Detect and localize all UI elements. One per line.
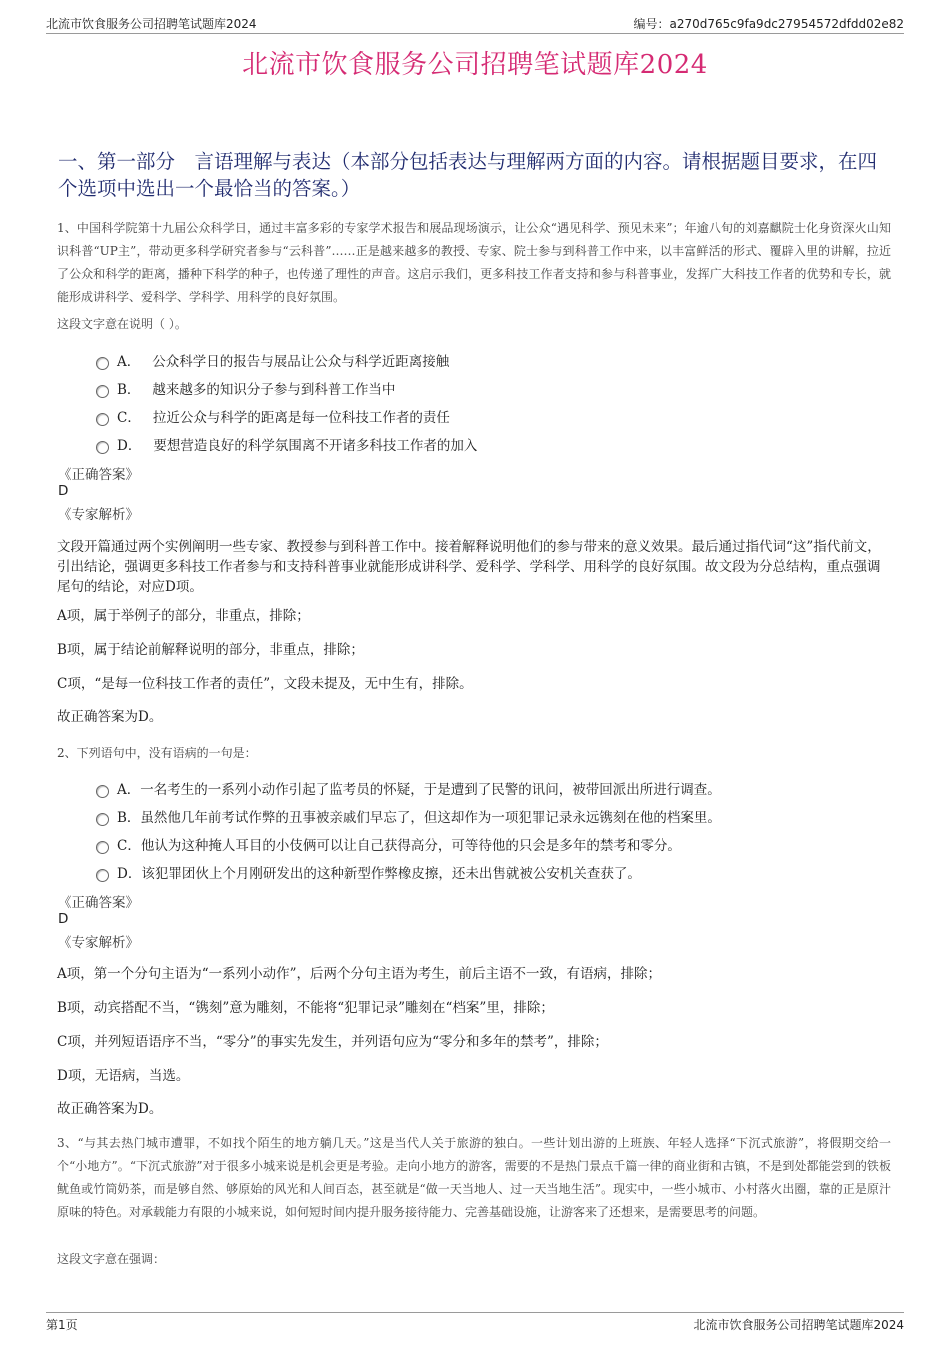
option-key: D．	[117, 866, 142, 882]
q2-analysis-label: 《专家解析》	[58, 935, 139, 951]
q2-answer-label: 《正确答案》	[58, 895, 139, 911]
radio-icon[interactable]	[96, 813, 109, 826]
radio-icon[interactable]	[96, 441, 109, 454]
page-number: 第1页	[46, 1318, 78, 1332]
q1-analysis-label: 《专家解析》	[58, 507, 139, 523]
q2-analysis-line: B项，动宾搭配不当，“镌刻”意为雕刻，不能将“犯罪记录”雕刻在“档案”里，排除；	[57, 1000, 554, 1016]
option-key: A．	[117, 782, 141, 798]
q2-stem: 2、下列语句中，没有语病的一句是：	[57, 746, 257, 760]
radio-icon[interactable]	[96, 413, 109, 426]
option-text: 一名考生的一系列小动作引起了监考员的怀疑，于是遭到了民警的讯问，被带回派出所进行调查。	[140, 782, 721, 798]
q1-prompt: 这段文字意在说明（ ）。	[57, 317, 187, 331]
q1-option-c[interactable]	[96, 402, 477, 430]
option-key: D．	[117, 438, 142, 454]
option-text: 拉近公众与科学的距离是每一位科技工作者的责任	[152, 410, 450, 426]
header-doc-id: 编号：a270d765c9fa9dc27954572dfdd02e82	[633, 17, 904, 31]
q3-stem: 3、“与其去热门城市遭罪，不如找个陌生的地方躺几天。”这是当代人关于旅游的独白。一些计划出游的上班族、年轻人选择“下沉式旅游”，将假期交给一个“小地方”。“下沉式旅游”对于很多小城来说是机会更是考验。走向小地方的游客，需要的不是热门景点千篇一律的商业街和古镇，不是到处都能尝到的铁板鱿鱼或竹筒奶茶，而是够自然、够原始的风光和人间百态，甚至就是“做一天当地人、过一天当地生活”。现实中，一些小城市、小村落火出圈，靠的正是原汁原味的特色。对承载能力有限的小城来说，如何短时间内提升服务接待能力、完善基础设施，让游客来了还想来，是需要思考的问题。	[57, 1136, 891, 1219]
q1-analysis-line: B项，属于结论前解释说明的部分，非重点，排除；	[57, 642, 364, 658]
q1-analysis-line: A项，属于举例子的部分，非重点，排除；	[57, 608, 310, 624]
page-footer	[46, 1312, 904, 1332]
radio-icon[interactable]	[96, 357, 109, 370]
radio-icon[interactable]	[96, 785, 109, 798]
section-heading: 一、第一部分 言语理解与表达（本部分包括表达与理解两方面的内容。请根据题目要求，在四个选项中选出一个最恰当的答案。）	[58, 150, 878, 200]
q1-option-a[interactable]	[96, 346, 477, 374]
q2-option-d[interactable]	[96, 858, 721, 886]
q2-option-a[interactable]	[96, 774, 721, 802]
q1-options	[96, 346, 477, 458]
option-key: A．	[117, 354, 141, 370]
option-text: 公众科学日的报告与展品让公众与科学近距离接触	[152, 354, 450, 370]
option-key: C．	[117, 838, 141, 854]
q2-answer: D	[58, 911, 69, 927]
q2-option-c[interactable]	[96, 830, 721, 858]
document-title: 北流市饮食服务公司招聘笔试题库2024	[242, 50, 708, 80]
q2-analysis-line: A项，第一个分句主语为“一系列小动作”，后两个分句主语为考生，前后主语不一致，有语病，排除；	[57, 966, 662, 982]
page-header	[46, 13, 904, 34]
option-text: 越来越多的知识分子参与到科普工作当中	[152, 382, 396, 398]
radio-icon[interactable]	[96, 869, 109, 882]
radio-icon[interactable]	[96, 841, 109, 854]
option-text: 要想营造良好的科学氛围离不开诸多科技工作者的加入	[153, 438, 478, 454]
option-text: 他认为这种掩人耳目的小伎俩可以让自己获得高分，可等待他的只会是多年的禁考和零分。	[140, 838, 681, 854]
q1-answer-label: 《正确答案》	[58, 467, 139, 483]
option-key: C．	[117, 410, 141, 426]
q1-analysis-intro: 文段开篇通过两个实例阐明一些专家、教授参与到科普工作中。接着解释说明他们的参与带来的意义效果。最后通过指代词“这”指代前文，引出结论，强调更多科技工作者参与和支持科普事业就能形成讲科学、爱科学、学科学、用科学的良好氛围。故文段为分总结构，重点强调尾句的结论，对应D项。	[57, 539, 881, 595]
q1-option-b[interactable]	[96, 374, 477, 402]
option-text: 该犯罪团伙上个月刚研发出的这种新型作弊橡皮擦，还未出售就被公安机关查获了。	[141, 866, 641, 882]
q2-conclusion: 故正确答案为D。	[57, 1101, 163, 1117]
q3-prompt: 这段文字意在强调：	[57, 1252, 166, 1266]
q2-analysis-line: D项，无语病，当选。	[57, 1068, 190, 1084]
q2-analysis-line: C项，并列短语语序不当，“零分”的事实先发生，并列语句应为“零分和多年的禁考”，排除；	[57, 1034, 608, 1050]
q1-answer: D	[58, 483, 69, 499]
q2-option-b[interactable]	[96, 802, 721, 830]
q1-analysis-line: C项，“是每一位科技工作者的责任”，文段未提及，无中生有，排除。	[57, 676, 473, 692]
q1-option-d[interactable]	[96, 430, 477, 458]
header-doc-title: 北流市饮食服务公司招聘笔试题库2024	[46, 17, 257, 31]
q1-stem: 1、中国科学院第十九届公众科学日，通过丰富多彩的专家学术报告和展品现场演示，让公众“遇见科学、预见未来”；年逾八旬的刘嘉麒院士化身资深火山知识科普“UP主”，带动更多科学研究者参与“云科普”……正是越来越多的教授、专家、院士参与到科普工作中来，以丰富鲜活的形式、覆辟入里的讲解，拉近了公众和科学的距离，播种下科学的种子，也传递了理性的声音。这启示我们，更多科技工作者支持和参与科普事业，发挥广大科技工作者的优势和专长，就能形成讲科学、爱科学、学科学、用科学的良好氛围。	[57, 221, 891, 304]
option-text: 虽然他几年前考试作弊的丑事被亲戚们早忘了，但这却作为一项犯罪记录永远镌刻在他的档案里。	[140, 810, 721, 826]
footer-doc-title: 北流市饮食服务公司招聘笔试题库2024	[693, 1318, 904, 1332]
option-key: B．	[117, 382, 141, 398]
q2-options	[96, 774, 721, 886]
q1-conclusion: 故正确答案为D。	[57, 709, 163, 725]
option-key: B．	[117, 810, 141, 826]
radio-icon[interactable]	[96, 385, 109, 398]
